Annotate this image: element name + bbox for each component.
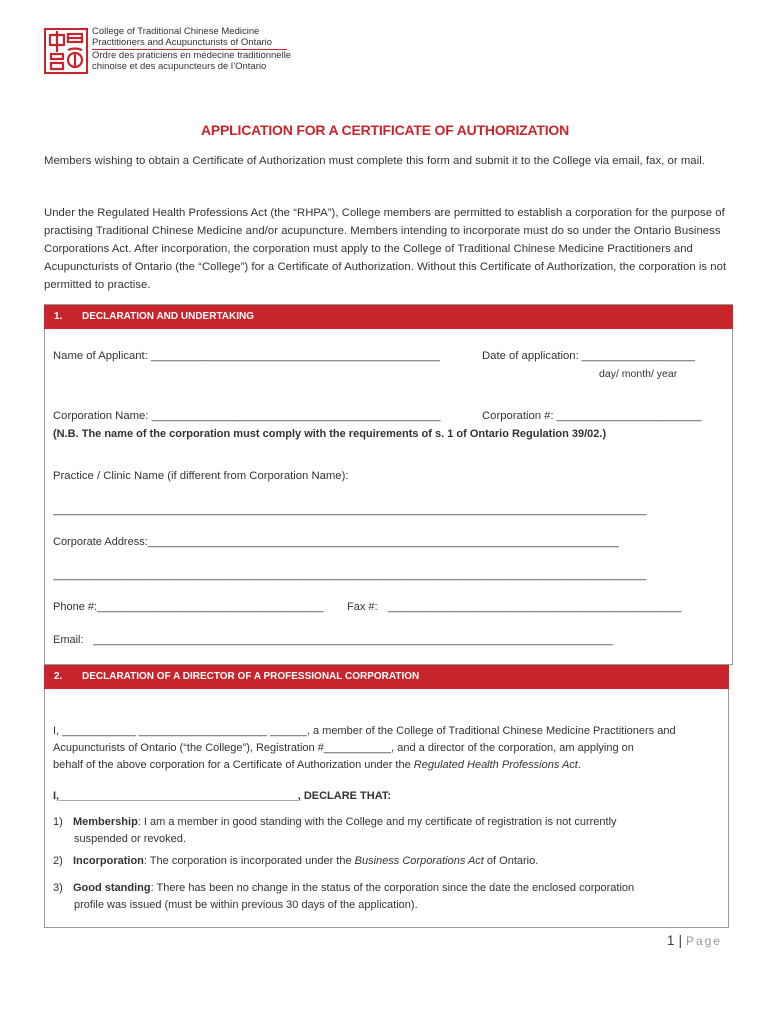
item-3-text: : There has been no change in the status of the corporation since the date the enclosed corporation (150, 882, 635, 894)
applicant-name-field[interactable]: Name of Applicant: ______________________________________________ (53, 350, 440, 362)
line-3-text: behalf of the above corporation for a Certificate of Authorization under the (53, 759, 414, 771)
intro-paragraph-1: Members wishing to obtain a Certificate of Authorization must complete this form and submit it to the College via email, fax, or mail. (44, 155, 705, 167)
page-number: 1 (666, 932, 675, 948)
practice-name-label: Practice / Clinic Name (if different from Corporation Name): (53, 470, 349, 482)
college-logo-icon (44, 28, 88, 74)
director-statement-line-3 (53, 757, 676, 774)
section-2-header (44, 665, 729, 689)
item-1-term: Membership (73, 816, 138, 828)
practice-name-field[interactable]: _________________________________________________________________________________________________ (53, 504, 647, 516)
email-field[interactable]: _____________________________________________________________________________________ (93, 634, 614, 646)
item-2-text-a: : The corporation is incorporated under the (143, 855, 355, 867)
section-2-title: DECLARATION OF A DIRECTOR OF A PROFESSIONAL CORPORATION (82, 671, 420, 682)
email-label: Email: (53, 634, 84, 646)
declaration-item-2 (53, 855, 538, 867)
item-2-number: 2) (53, 855, 63, 867)
director-statement (53, 723, 676, 774)
line-3-period: . (577, 759, 581, 771)
logo-en-line2: Practitioners and Acupuncturists of Ontario (92, 36, 273, 48)
date-format-hint: day/ month/ year (599, 368, 678, 380)
section-2-number: 2. (54, 671, 63, 682)
section-1-title: DECLARATION AND UNDERTAKING (82, 311, 255, 322)
item-1-text: : I am a member in good standing with the College and my certificate of registration is not currently (137, 816, 617, 828)
declaration-item-1 (53, 814, 617, 848)
phone-field[interactable]: Phone #:_____________________________________ (53, 601, 324, 613)
declaration-item-3 (53, 880, 634, 914)
page-title: APPLICATION FOR A CERTIFICATE OF AUTHORIZATION (201, 122, 569, 138)
item-2-term: Incorporation (73, 855, 144, 867)
page-footer (667, 932, 722, 948)
fax-field[interactable]: ________________________________________________ (388, 601, 682, 613)
application-date-field[interactable]: Date of application: __________________ (482, 350, 695, 362)
page-word: Page (685, 934, 722, 948)
logo-en-line1: College of Traditional Chinese Medicine (92, 26, 260, 37)
corporate-address-field[interactable]: Corporate Address:_____________________________________________________________________________ (53, 536, 619, 548)
corporate-address-line-2[interactable]: _________________________________________________________________________________________________ (53, 569, 647, 581)
fax-label: Fax #: (347, 601, 378, 613)
item-2-act-name: Business Corporations Act (354, 855, 484, 867)
page-separator: | (678, 932, 683, 948)
item-2-text-b: of Ontario. (483, 855, 539, 867)
item-1-number: 1) (53, 816, 63, 828)
declare-that-line[interactable]: I,_______________________________________, DECLARE THAT: (53, 790, 391, 802)
rhpa-act-name: Regulated Health Professions Act (413, 759, 578, 771)
intro-paragraph-2: Under the Regulated Health Professions Act (the “RHPA”), College members are permitted to establish a corporation for the purpose of practising Traditional Chinese Medicine and/or acupuncture. Members intending to incorporate must do so under the Ontario Business Corporations Act. After incorporation, the corporation must apply to the College of Traditional Chinese Medicine Practitioners and Acupuncturists of Ontario (the “College”) for a Certificate of Authorization. Without this Certificate of Authorization, the corporation is not permitted to practise. (44, 207, 727, 291)
logo-fr-line1: Ordre des praticiens en médecine traditionnelle (92, 50, 292, 61)
corporation-name-field[interactable]: Corporation Name: ______________________________________________ (53, 410, 441, 422)
item-3-continuation: profile was issued (must be within previous 30 days of the application). (74, 899, 418, 911)
logo-fr-line2: chinoise et des acupuncteurs de l’Ontario (92, 60, 267, 72)
director-statement-line-2[interactable]: Acupuncturists of Ontario (“the College”), Registration #___________, and a director of the corporation, am applying on (53, 742, 634, 754)
director-statement-line-1[interactable]: I, ____________ _____________________ ______, a member of the College of Traditional Chinese Medicine Practitioners and (53, 725, 676, 737)
corporation-number-field[interactable]: Corporation #: _______________________ (482, 410, 702, 422)
item-1-continuation: suspended or revoked. (74, 833, 186, 845)
logo-divider (92, 49, 287, 50)
corporation-name-note: (N.B. The name of the corporation must comply with the requirements of s. 1 of Ontario Regulation 39/02.) (53, 428, 607, 440)
section-1-header (44, 305, 733, 329)
item-3-number: 3) (53, 882, 63, 894)
section-1-number: 1. (54, 311, 63, 322)
item-3-term: Good standing (73, 882, 151, 894)
